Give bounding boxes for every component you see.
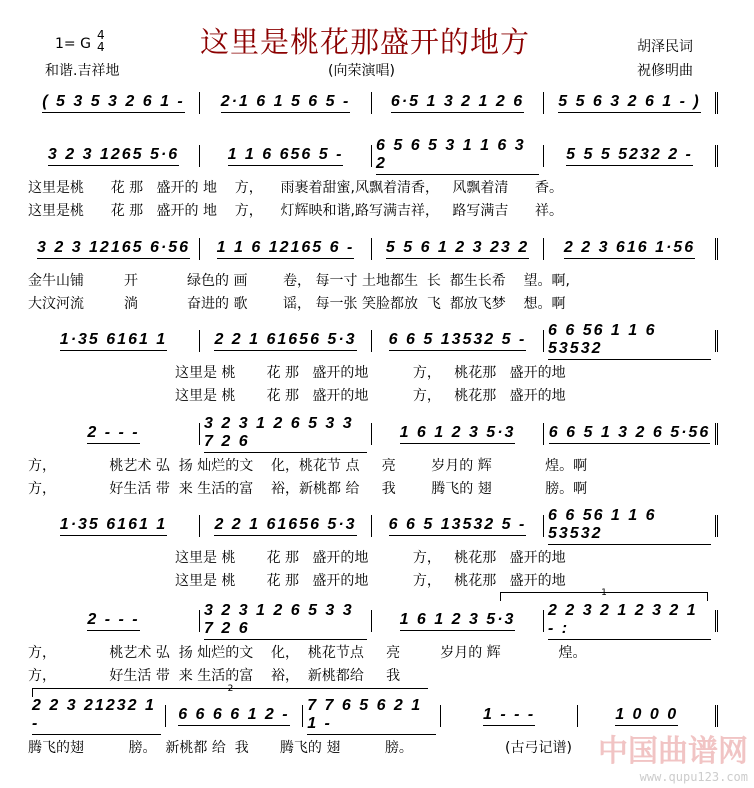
lyric-line: 大汶河流 淌 奋进的 歌 谣， 每一张 笑脸都放 飞 都放飞梦 想。啊: [28, 296, 566, 312]
time-bottom: 4: [97, 40, 105, 54]
measure: [372, 610, 544, 632]
measure-notes: 2 2 1 61656 5·3: [214, 516, 356, 536]
score-row: [28, 238, 718, 260]
measure: [166, 705, 304, 727]
measure-notes: 6 6 5 1 3 2 6 5·56: [549, 424, 710, 444]
volta-1-label: 1: [601, 588, 607, 598]
measure: [28, 92, 200, 114]
lyric-line: 这里是 桃 花 那 盛开的地 方， 桃花那 盛开的地: [175, 365, 566, 381]
measure-notes: 3 2 3 1265 5·6: [48, 146, 179, 166]
lyric-line: 这里是桃 花 那 盛开的 地 方， 雨裹着甜蜜,风飘着清香， 风飘着清 香。: [28, 180, 564, 196]
score-row: [28, 507, 718, 542]
song-title: 这里是桃花那盛开的地方: [200, 25, 531, 59]
score-row: [28, 602, 718, 637]
lyric-line: 方， 好生活 带 来 生活的富 裕，新桃都 给 我 腾飞的 翅 膀。啊: [28, 481, 588, 497]
measure-notes: 2 - - -: [87, 611, 139, 631]
measure-notes: 2 2 3 2 1 2 3 2 1 - :: [548, 602, 711, 640]
measure: [303, 697, 441, 732]
measure-notes: 1·35 6161 1: [60, 516, 167, 536]
measure-notes: 2·1 6 1 5 6 5 -: [221, 93, 351, 113]
volta-1: [500, 588, 708, 601]
composer: 祝修明曲: [637, 63, 693, 79]
measure: [544, 423, 718, 445]
measure-notes: 6 6 56 1 1 6 53532: [548, 322, 711, 360]
measure-notes: 5 5 5 5232 2 -: [566, 146, 693, 166]
measure-notes: 1 - - -: [483, 706, 535, 726]
measure: [200, 602, 372, 637]
measure-notes: 5 5 6 1 2 3 23 2: [386, 239, 529, 259]
measure-notes: 1 6 1 2 3 5·3: [400, 611, 516, 631]
measure: [544, 602, 718, 637]
measure: [544, 145, 718, 167]
lyric-line: 这里是 桃 花 那 盛开的地 方， 桃花那 盛开的地: [175, 388, 566, 404]
measure: [28, 238, 200, 260]
measure-notes: 2 - - -: [87, 424, 139, 444]
measure-notes: 7 7 6 5 6 2 1 1 -: [307, 697, 436, 735]
time-top: 4: [97, 28, 105, 42]
measure-notes: 1 1 6 12165 6 -: [217, 239, 355, 259]
lyric-line: 这里是 桃 花 那 盛开的地 方， 桃花那 盛开的地: [175, 573, 566, 589]
measure: [28, 697, 166, 732]
measure: [200, 330, 372, 352]
measure: [372, 238, 544, 260]
lyric-line: 方， 桃艺术 弘 扬 灿烂的文 化， 桃花节点 亮 岁月的 辉 煌。: [28, 645, 587, 661]
measure: [200, 515, 372, 537]
measure: [28, 330, 200, 352]
lyric-line: 这里是桃 花 那 盛开的 地 方， 灯辉映和谐,路写满吉祥， 路写满吉 祥。: [28, 203, 564, 219]
measure-notes: 6·5 1 3 2 1 2 6: [391, 93, 524, 113]
measure: [200, 145, 372, 167]
measure: [28, 515, 200, 537]
measure: [372, 92, 544, 114]
score-row: [28, 322, 718, 357]
measure-notes: 6 6 5 13532 5 -: [389, 331, 527, 351]
lyric-line: 腾飞的翅 膀。 新桃都 给 我 腾飞的 翅 膀。: [28, 740, 413, 756]
measure: [200, 238, 372, 260]
measure-notes: ( 5 3 5 3 2 6 1 -: [42, 93, 185, 113]
measure: [372, 423, 544, 445]
measure: [544, 507, 718, 542]
measure-notes: 1 6 1 2 3 5·3: [400, 424, 516, 444]
measure-notes: 6 6 5 13532 5 -: [389, 516, 527, 536]
measure: [441, 705, 579, 727]
volta-2-label: 2: [227, 684, 234, 694]
measure-notes: 3 2 3 1 2 6 5 3 3 7 2 6: [204, 415, 367, 453]
measure-notes: 6 6 56 1 1 6 53532: [548, 507, 711, 545]
measure: [544, 322, 718, 357]
measure-notes: 6 6 6 6 1 2 -: [178, 706, 289, 726]
measure-notes: 1 1 6 656 5 -: [228, 146, 344, 166]
measure-notes: 3 2 3 1 2 6 5 3 3 7 2 6: [204, 602, 367, 640]
measure: [578, 705, 718, 727]
lyricist: 胡泽民词: [637, 39, 693, 55]
measure: [28, 610, 200, 632]
lyric-line: 这里是 桃 花 那 盛开的地 方， 桃花那 盛开的地: [175, 550, 566, 566]
score-row: [28, 137, 718, 172]
measure-notes: 2 2 1 61656 5·3: [214, 331, 356, 351]
notation-credit: (古弓记谱): [505, 740, 572, 756]
measure: [544, 92, 718, 114]
measure: [372, 137, 544, 172]
time-signature: [97, 29, 105, 53]
performer: (向荣演唱): [328, 63, 395, 79]
score-row: [28, 415, 718, 450]
measure: [200, 415, 372, 450]
measure-notes: 2 2 3 21232 1 -: [32, 697, 161, 735]
watermark-logo: 中国曲谱网: [598, 734, 748, 769]
volta-2: [32, 684, 428, 697]
measure: [544, 238, 718, 260]
measure: [28, 145, 200, 167]
measure: [372, 330, 544, 352]
measure-notes: 6 5 6 5 3 1 1 6 3 2: [376, 137, 539, 175]
measure: [200, 92, 372, 114]
watermark-url: www.qupu123.com: [639, 770, 748, 784]
key-signature: 1= G: [55, 36, 91, 52]
score-row: [28, 697, 718, 732]
lyric-line: 方， 好生活 带 来 生活的富 裕， 新桃都给 我: [28, 668, 401, 684]
lyric-line: 金牛山铺 开 绿色的 画 卷， 每一寸 土地都生 长 都生长希 望。啊,: [28, 273, 571, 289]
measure-notes: 1·35 6161 1: [60, 331, 167, 351]
lyric-line: 方， 桃艺术 弘 扬 灿烂的文 化，桃花节 点 亮 岁月的 辉 煌。啊: [28, 458, 588, 474]
measure-notes: 2 2 3 616 1·56: [564, 239, 695, 259]
measure-notes: 3 2 3 12165 6·56: [37, 239, 190, 259]
measure: [28, 423, 200, 445]
style-marking: 和谐.吉祥地: [45, 63, 120, 79]
measure-notes: 1 0 0 0: [615, 706, 678, 726]
measure: [372, 515, 544, 537]
score-row: [28, 92, 718, 114]
measure-notes: 5 5 6 3 2 6 1 - ): [558, 93, 701, 113]
